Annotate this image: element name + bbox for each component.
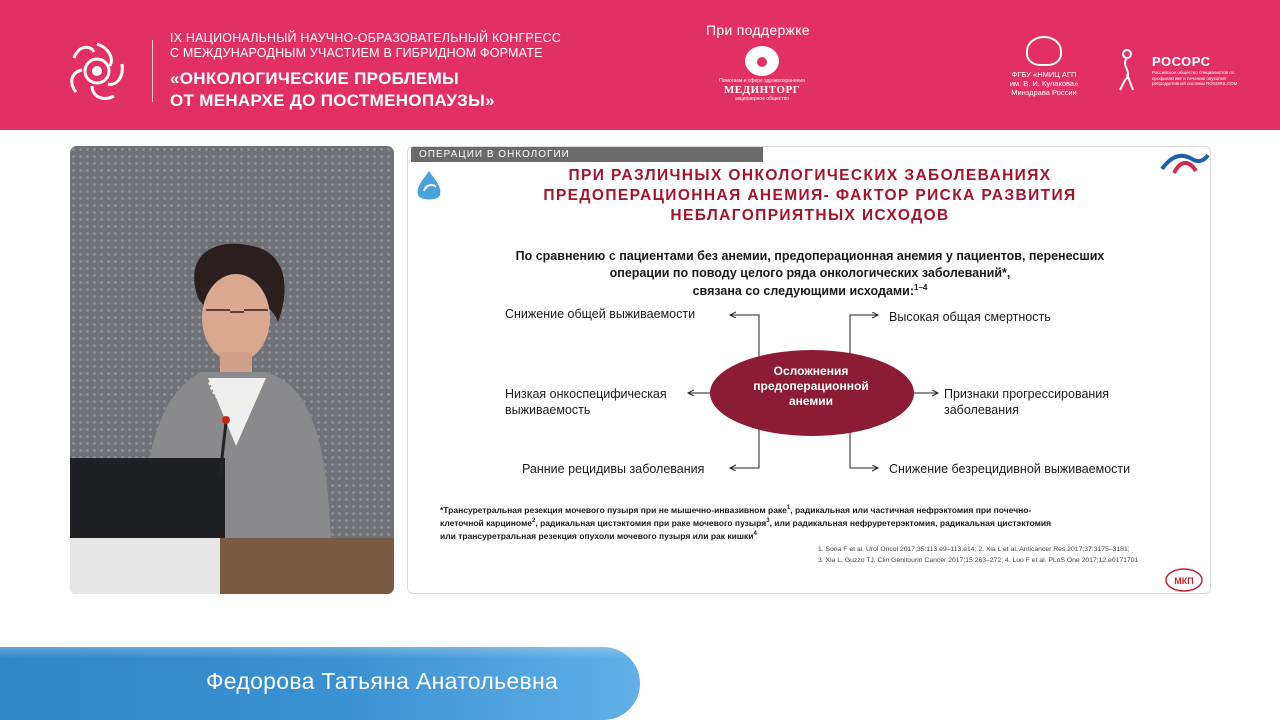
footnote-l1-a: *Трансуретральная резекция мочевого пузыря при не мышечно-инвазивном раке (440, 505, 787, 515)
intro-line-2: операции по поводу целого ряда онкологических заболеваний*, (609, 266, 1011, 280)
congress-title-line-1: «ОНКОЛОГИЧЕСКИЕ ПРОБЛЕМЫ (170, 69, 459, 88)
footnote-l2-a: клеточной карциноме (440, 518, 532, 528)
outcome-right (944, 386, 1109, 418)
mkp-stamp-text: МКП (1174, 576, 1194, 586)
nmic-line-3: Минздрава России (1011, 88, 1077, 97)
outcome-top-right: Высокая общая смертность (889, 310, 1051, 324)
nmic-line-2: им. В. И. Кулакова» (1009, 79, 1079, 88)
footnote-l3-a: или трансуретральная резекция опухоли мочевого пузыря или рак кишки (440, 531, 754, 541)
connector-top-left (730, 315, 759, 359)
mkp-stamp-logo (1164, 567, 1204, 593)
outcome-bottom-right: Снижение безрецидивной выживаемости (889, 462, 1131, 476)
connector-top-right (850, 315, 878, 359)
footnote-l2-sup2: 3 (766, 518, 770, 525)
center-label (711, 364, 911, 409)
footnote-l1-b: , радикальная или частичная нефрэктомия при почечно- (790, 505, 1032, 515)
sponsor-name: МЕДИНТОРГ (723, 84, 801, 96)
sponsor-logo (714, 46, 810, 106)
header-divider (152, 40, 153, 102)
speaker-name-bar (0, 647, 640, 720)
rosors-name: РОСОРС (1152, 54, 1211, 69)
sponsor-emblem-icon (745, 46, 779, 76)
slide-title-line-1: ПРИ РАЗЛИЧНЫХ ОНКОЛОГИЧЕСКИХ ЗАБОЛЕВАНИЯХ (568, 167, 1052, 184)
congress-subtitle-line-1: IX НАЦИОНАЛЬНЫЙ НАУЧНО-ОБРАЗОВАТЕЛЬНЫЙ КОНГРЕСС (170, 31, 561, 45)
slide-title-line-2: ПРЕДОПЕРАЦИОННАЯ АНЕМИЯ- ФАКТОР РИСКА РАЗВИТИЯ (543, 187, 1077, 204)
speaker-name: Федорова Татьяна Анатольевна (206, 668, 559, 694)
connector-bottom-left (730, 427, 759, 468)
intro-line-1: По сравнению с пациентами без анемии, предоперационная анемия у пациентов, перенесших (515, 249, 1105, 263)
presentation-slide (407, 146, 1211, 594)
sponsor-subtitle: акционерное общество (734, 96, 790, 102)
center-label-line-1: Осложнения (773, 364, 849, 378)
slide-section-tag: ОПЕРАЦИИ В ОНКОЛОГИИ (411, 147, 763, 162)
outcome-right-line-1: Признаки прогрессирования (944, 387, 1110, 401)
footnote-l1-sup: 1 (786, 505, 791, 512)
conference-header (0, 0, 1280, 130)
footnote-l2-sup1: 2 (532, 518, 536, 525)
outcome-left-line-1: Низкая онкоспецифическая (505, 387, 667, 401)
center-label-line-2: предоперационной (753, 379, 869, 393)
rosors-figure-icon (1116, 48, 1138, 92)
slide-title-line-3: НЕБЛАГОПРИЯТНЫХ ИСХОДОВ (670, 207, 950, 224)
outcome-left-line-2: выживаемость (505, 403, 591, 417)
intro-superscript: 1–4 (914, 283, 928, 292)
reference-line-1: 1. Soria F et al. Urol Oncol 2017;35:113.e9–113.e14; 2. Xia L et al. Anticancer Res 2017;37:3175–3181; (818, 546, 1130, 553)
intro-line-3-text: связана со следующими исходами: (692, 284, 915, 299)
reference-line-2: 3. Xia L, Guzzo TJ. Clin Genitourin Cancer 2017;15:263–272; 4. Luo F et al. PLoS One 2017;12:e0171701 (818, 557, 1139, 564)
speaker-figure (70, 146, 394, 594)
footnote-l3-sup: 4 (753, 531, 757, 538)
support-label: При поддержке (706, 22, 810, 38)
nmic-line-1: ФГБУ «НМИЦ АГП (1011, 70, 1077, 79)
rosors-description: Российское общество специалистов по профилактике и лечению опухолей репродуктивной системы ROSORS.COM (1152, 70, 1238, 86)
nmic-logo (1002, 36, 1086, 97)
outcome-bottom-left: Ранние рецидивы заболевания (522, 462, 705, 476)
speaker-video (70, 146, 394, 594)
outcome-left (505, 386, 667, 418)
sponsor-tagline: Помогаем в сфере здравоохранения (719, 78, 805, 84)
footnote-l2-b: , радикальная цистэктомия при раке мочевого пузыря (535, 518, 767, 528)
outcome-right-line-2: заболевания (944, 403, 1019, 417)
congress-subtitle-line-2: С МЕЖДУНАРОДНЫМ УЧАСТИЕМ В ГИБРИДНОМ ФОРМАТЕ (170, 46, 543, 60)
connector-bottom-right (850, 427, 878, 468)
congress-logo-icon (64, 38, 130, 104)
footnote-line-1 (440, 505, 1031, 515)
footnote-line-2 (440, 518, 1051, 528)
center-label-line-3: анемии (788, 394, 834, 408)
footnote-line-3 (440, 531, 757, 541)
congress-title-line-2: ОТ МЕНАРХЕ ДО ПОСТМЕНОПАУЗЫ» (170, 91, 495, 110)
outcome-top-left: Снижение общей выживаемости (505, 307, 696, 321)
footnote-l2-c: , или радикальная нефруретерэктомия, радикальная цистэктомия (769, 518, 1052, 528)
nmic-emblem-icon (1026, 36, 1062, 66)
